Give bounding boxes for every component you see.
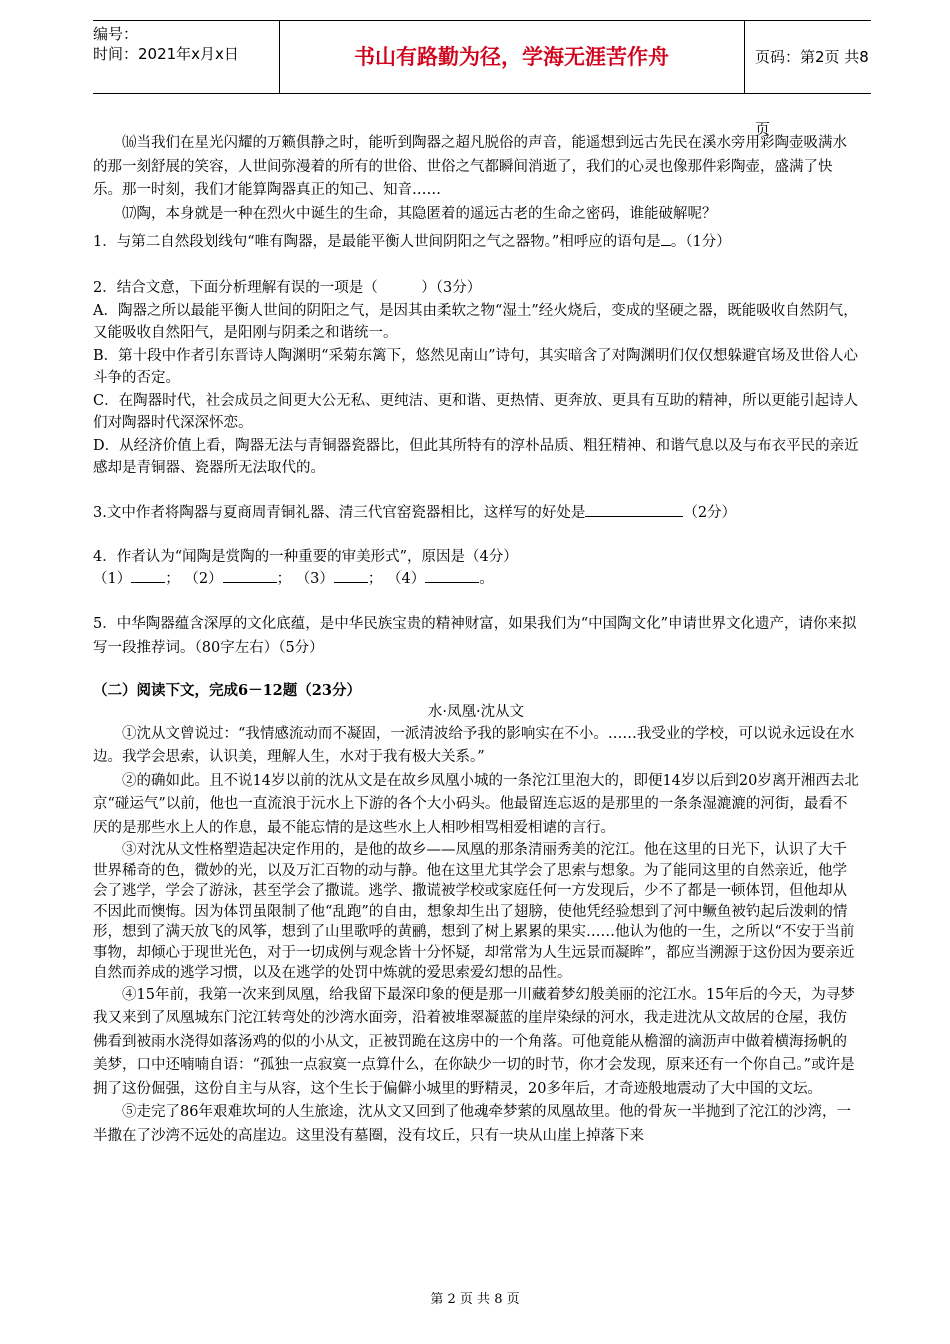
- question-3: [93, 502, 859, 524]
- q1-answer-blank[interactable]: [661, 231, 671, 246]
- article-paragraph-2: ②的确如此。且不说14岁以前的沈从文是在故乡凤凰小城的一条沱江里泡大的，即便14岁以后到20岁离开湘西去北京“碰运气”以前，他也一直流浪于沅水上下游的各个大小码头。他最留连忘返的是那里的一条条湿漉漉的河街，最看不厌的是那些水上人的作息，最不能忘情的是这些水上人相吵相骂相爱相谑的言行。: [93, 772, 859, 836]
- header-motto: 书山有路勤为径，学海无涯苦作舟: [354, 45, 669, 69]
- q1-score: （1分）: [685, 234, 731, 250]
- header-divider: [744, 21, 745, 93]
- article-paragraph-5: ⑤走完了86年艰难坎坷的人生旅途，沈从文又回到了他魂牵梦萦的凤凰故里。他的骨灰一半抛到了沱江的沙湾，一半撒在了沙湾不远处的高崖边。这里没有墓圈，没有坟丘，只有一块从山崖上掉落下来: [93, 1104, 851, 1144]
- paragraph-17: ⒄陶，本身就是一种在烈火中诞生的生命，其隐匿着的遥远古老的生命之密码，谁能破解呢？: [122, 205, 717, 222]
- q1-dot: 。: [670, 234, 686, 250]
- q4-end: 。: [479, 570, 494, 587]
- header-meta: [93, 24, 278, 64]
- q4-label-4: （4）: [387, 570, 426, 587]
- q2-option-c: C．在陶器时代，社会成员之间更大公无私、更纯洁、更和谐、更热情、更奔放、更具有互助的精神，所以更能引起诗人们对陶器时代深深怀恋。: [93, 392, 859, 431]
- question-1: [93, 230, 859, 255]
- question-4: [93, 546, 859, 590]
- q4-label-3: （3）: [295, 570, 334, 587]
- q4-answers: [93, 568, 859, 590]
- q4-label-1: （1）: [93, 570, 132, 587]
- article-title: 水·凤凰·沈从文: [427, 703, 525, 720]
- paragraph-16: ⒃当我们在星光闪耀的万籁俱静之时，能听到陶器之超凡脱俗的声音，能遥想到远古先民在溪水旁用彩陶壶吸满水的那一刻舒展的笑容，人世间弥漫着的所有的世俗、世俗之气都瞬间消逝了，我们的心灵也像那件彩陶壶，盛满了快乐。那一时刻，我们才能算陶器真正的知己、知音……: [93, 135, 847, 198]
- q4-blank-2[interactable]: [223, 568, 277, 583]
- q3-score: （2分）: [683, 504, 737, 521]
- question-2: [93, 277, 859, 480]
- q3-answer-blank[interactable]: [585, 502, 683, 517]
- q4-label-2: （2）: [184, 570, 223, 587]
- q1-text: 1．与第二自然段划线句“唯有陶器，是最能平衡人世间阴阳之气之器物。”相呼应的语句是: [93, 234, 661, 250]
- header-page-label: 页码：第2页 共8页: [755, 48, 869, 138]
- q4-sep: ；: [367, 570, 383, 587]
- q4-sep: ；: [276, 570, 292, 587]
- q2-option-d: D．从经济价值上看，陶器无法与青铜器瓷器比，但此其所特有的淳朴品质、粗狂精神、和谐气息以及与布衣平民的亲近感却是青铜器、瓷器所无法取代的。: [93, 437, 859, 476]
- time-label: 时间：2021年x月x日: [93, 45, 239, 63]
- q2-option-a: A．陶器之所以最能平衡人世间的阴阳之气，是因其由柔软之物“湿土”经火烧后，变成的坚硬之器，既能吸收自然阴气，又能吸收自然阳气，是阳刚与阴柔之和谐统一。: [93, 302, 858, 341]
- q2-stem: 2．结合文意，下面分析理解有误的一项是（ ）（3分）: [93, 280, 482, 296]
- article-paragraph-1: ①沈从文曾说过：“我情感流动而不凝固，一派清波给予我的影响实在不小。……我受业的学校，可以说永远设在水边。我学会思索，认识美，理解人生，水对于我有极大关系。”: [93, 725, 855, 765]
- document-body: [93, 132, 859, 1148]
- page-footer: 第 2 页 共 8 页: [430, 1292, 520, 1307]
- article-paragraph-4: ④15年前，我第一次来到凤凰，给我留下最深印象的便是那一川藏着梦幻般美丽的沱江水。15年后的今天，为寻梦我又来到了凤凰城东门沱江转弯处的沙湾水面旁，沿着被堆翠凝蓝的崖岸染绿的河水，我走进沈从文故居的仓屋，我仿佛看到被雨水浇得如落汤鸡的似的小从文，正被罚跪在这房中的一个角落。可他竟能从檐溜的滴沥声中做着横海扬帆的美梦，口中还喃喃自语：“孤独一点寂寞一点算什么，在你缺少一切的时节，你才会发现，原来还有一个你自己。”或许是拥了这份倔强，这份自主与从容，这个生长于偏僻小城里的野精灵，20多年后，才奇迹般地震动了大中国的文坛。: [93, 986, 855, 1097]
- q4-blank-3[interactable]: [334, 568, 368, 583]
- q4-blank-1[interactable]: [131, 568, 165, 583]
- q2-option-b: B．第十段中作者引东晋诗人陶渊明“采菊东篱下，悠然见南山”诗句，其实暗含了对陶渊明们仅仅想躲避官场及世俗人心斗争的否定。: [93, 347, 858, 386]
- q3-text: 3.文中作者将陶器与夏商周青铜礼器、清三代官窑瓷器相比，这样写的好处是: [93, 504, 586, 521]
- section-2-heading: （二）阅读下文，完成6－12题（23分）: [93, 681, 361, 699]
- q4-blank-4[interactable]: [425, 568, 479, 583]
- question-5: 5．中华陶器蕴含深厚的文化底蕴，是中华民族宝贵的精神财富，如果我们为“中国陶文化”申请世界文化遗产，请你来拟写一段推荐词。（80字左右）（5分）: [93, 615, 857, 656]
- article-paragraph-3: ③对沈从文性格塑造起决定作用的，是他的故乡——凤凰的那条清丽秀美的沱江。他在这里的日光下，认识了大千世界稀奇的色，微妙的光，以及万汇百物的动与静。他在这里尤其学会了思索与想象。为了能同这里的自然亲近，他学会了逃学，学会了游泳，甚至学会了撒谎。逃学、撒谎被学校或家庭任何一方发现后，少不了都是一顿体罚，但他却从不因此而懊悔。因为体罚虽限制了他“乱跑”的自由，想象却生出了翅膀，使他凭经验想到了河中鳜鱼被钓起后泼刺的情形，想到了满天放飞的风筝，想到了山里歌呼的黄鹂，想到了树上累累的果实……他认为他的一生，之所以“不安于当前事物，却倾心于现世光色，对于一切成例与观念皆十分怀疑，却常常为人生远景而凝眸”，都应当溯源于这份因为要亲近自然而养成的逃学习惯，以及在逃学的处罚中炼就的爱思索爱幻想的品性。: [93, 842, 855, 981]
- number-label: 编号：: [93, 25, 139, 43]
- q4-sep: ；: [165, 570, 180, 587]
- q4-text: 4．作者认为“闻陶是赏陶的一种重要的审美形式”，原因是（4分）: [93, 548, 518, 565]
- page-header: [93, 20, 871, 138]
